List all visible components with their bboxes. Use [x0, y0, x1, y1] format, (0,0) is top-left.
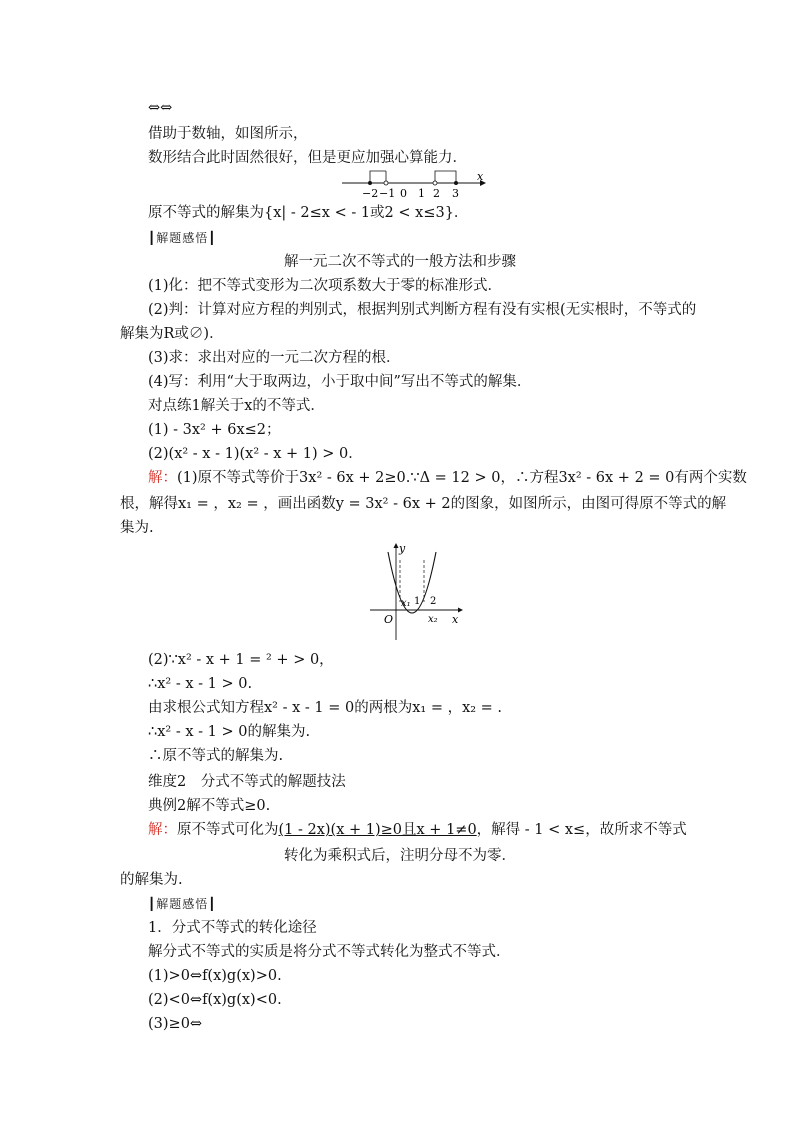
- dimension-heading: 维度2 分式不等式的解题技法: [148, 774, 346, 790]
- paragraph-line: (3)≥0⇔: [148, 1016, 203, 1032]
- example-title: 典例2解不等式≥0.: [148, 798, 271, 814]
- solution-line: ∴x² - x - 1 > 0.: [148, 676, 253, 692]
- solution-line: 的解集为.: [120, 872, 183, 888]
- paragraph-line: 解分式不等式的实质是将分式不等式转化为整式不等式．: [148, 944, 511, 960]
- paragraph-line: 1．分式不等式的转化途径: [148, 920, 317, 936]
- parabola-graph: [366, 540, 466, 644]
- origin-label: O: [384, 613, 394, 626]
- two-label: 2: [430, 596, 437, 607]
- exercise-part: (2)(x² - x - 1)(x² - x + 1) > 0．: [148, 446, 363, 462]
- tick-label: 2: [433, 187, 440, 200]
- solution-label: 解：: [148, 822, 177, 838]
- y-axis-label: y: [399, 542, 406, 555]
- tick-label: 3: [452, 187, 459, 200]
- tick-label: −2: [362, 187, 379, 200]
- step-line: (2)判：计算对应方程的判别式，根据判别式判断方程有没有实根(无实根时，不等式的: [148, 302, 697, 318]
- solution-line: (2)∵x² - x + 1 = ² + > 0，: [148, 652, 334, 668]
- step-line: (4)写：利用“大于取两边，小于取中间”写出不等式的解集．: [148, 374, 532, 390]
- solution-label: 解：: [148, 470, 177, 486]
- number-line-figure: [340, 168, 490, 200]
- exercise-part: (1) - 3x² + 6x≤2；: [148, 422, 281, 438]
- solution-text: ，解得 - 1 < x≤，故所求不等式: [476, 822, 687, 838]
- underlined-expression: (1 - 2x)(x + 1)≥0且x + 1≠0: [278, 822, 477, 838]
- exercise-title: 对点练1解关于x的不等式．: [148, 398, 325, 414]
- solution-line: [148, 820, 687, 840]
- solution-line: ∴x² - x - 1 > 0的解集为.: [148, 724, 311, 740]
- axis-label: x: [477, 170, 484, 183]
- step-line: 解集为R或∅)．: [120, 326, 224, 342]
- root-x1-label: x₁: [401, 598, 411, 609]
- section-heading: 解一元二次不等式的一般方法和步骤: [284, 254, 516, 270]
- root-x2-label: x₂: [428, 614, 438, 625]
- equivalence-line: ⇔⇔: [148, 100, 173, 116]
- solution-line: [148, 468, 747, 488]
- solution-line: 由求根公式知方程x² - x - 1 = 0的两根为x₁ = ，x₂ = .: [148, 700, 503, 716]
- one-label: 1: [414, 596, 421, 607]
- text-line: 数形结合此时固然很好，但是更应加强心算能力．: [148, 150, 467, 166]
- section-tag: ┃解题感悟┃: [148, 897, 217, 911]
- solution-line: 根，解得x₁ = ，x₂ = ，画出函数y = 3x² - 6x + 2的图象，如图所示，由图可得原不等式的解: [120, 496, 727, 512]
- step-line: (3)求：求出对应的一元二次方程的根．: [148, 350, 401, 366]
- section-tag: ┃解题感悟┃: [148, 231, 217, 245]
- solution-line: ∴原不等式的解集为.: [148, 748, 284, 764]
- paragraph-line: (1)>0⇔f(x)g(x)>0.: [148, 968, 282, 984]
- tick-label: −1: [379, 187, 396, 200]
- annotation-note: 转化为乘积式后，注明分母不为零．: [284, 848, 516, 864]
- solution-text: (1)原不等式等价于3x² - 6x + 2≥0.∵Δ = 12 > 0，∴方程3x² - 6x + 2 = 0有两个实数: [177, 470, 747, 486]
- step-line: (1)化：把不等式变形为二次项系数大于零的标准形式．: [148, 278, 503, 294]
- x-axis-label: x: [452, 613, 459, 626]
- tick-label: 1: [418, 187, 425, 200]
- tick-label: 0: [400, 187, 407, 200]
- solution-line: 集为.: [120, 520, 154, 536]
- text-line: 原不等式的解集为{x| - 2≤x < - 1或2 < x≤3}．: [148, 205, 469, 221]
- paragraph-line: (2)<0⇔f(x)g(x)<0.: [148, 992, 282, 1008]
- solution-text: 原不等式可化为: [177, 822, 279, 838]
- text-line: 借助于数轴，如图所示，: [148, 126, 308, 142]
